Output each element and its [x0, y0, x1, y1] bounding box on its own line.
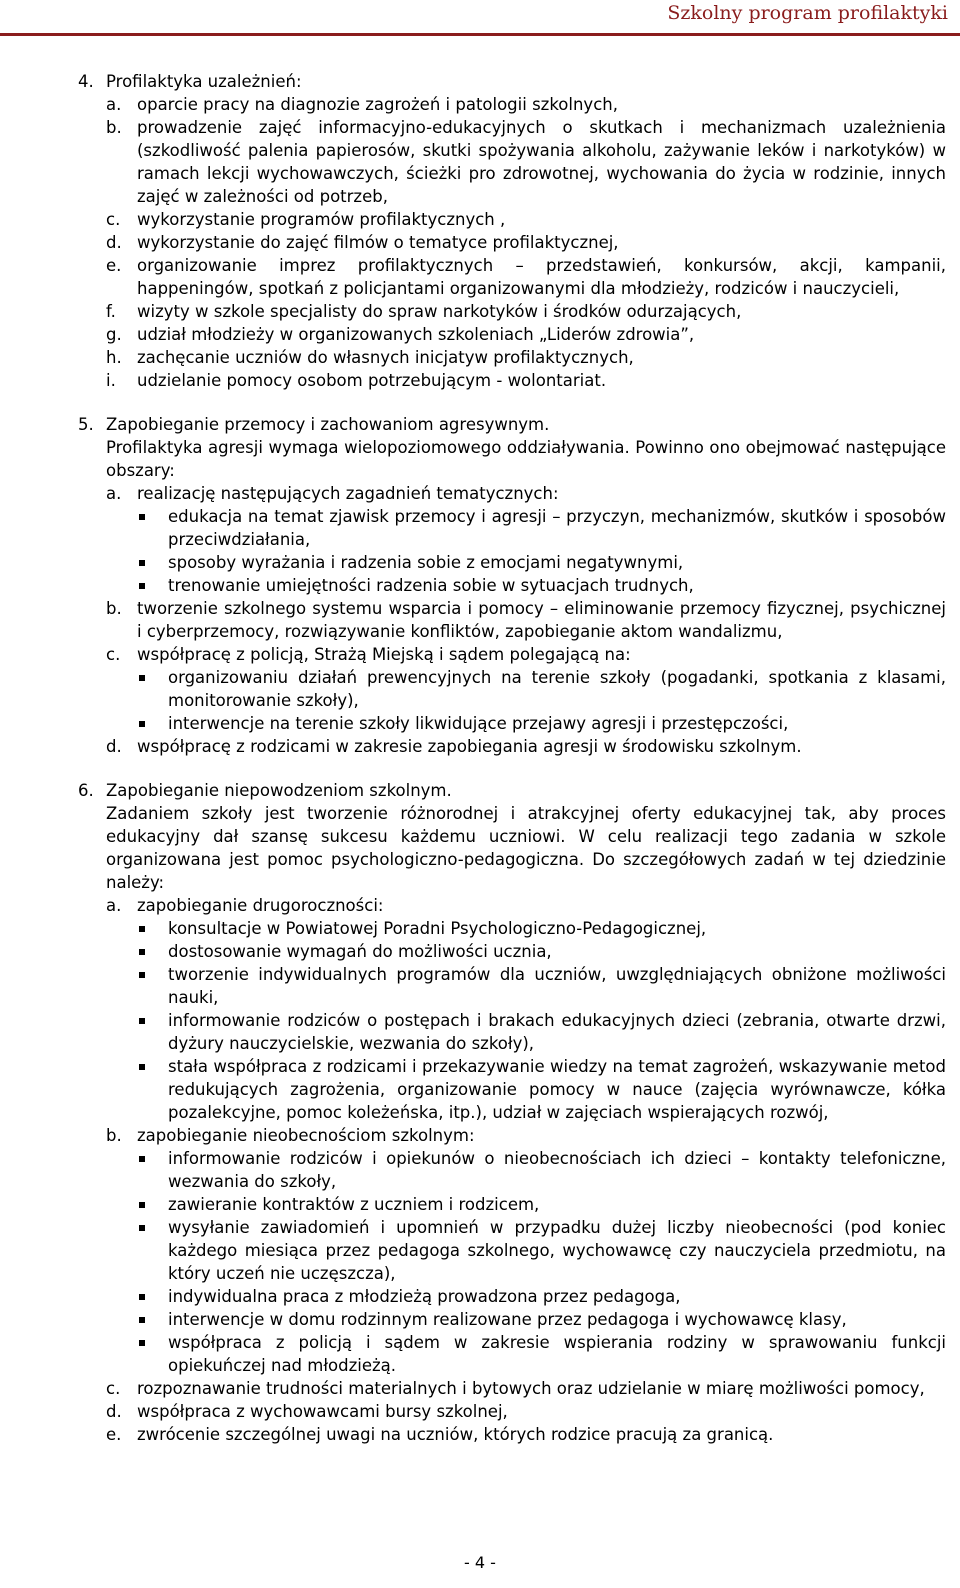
list-item-text: wizyty w szkole specjalisty do spraw narkotyków i środków odurzających,	[137, 302, 742, 321]
list-item-text: zapobieganie nieobecnościom szkolnym:	[137, 1126, 475, 1145]
list-item-text: zachęcanie uczniów do własnych inicjatyw profilaktycznych,	[137, 348, 634, 367]
list-item-letter: b.	[106, 1126, 122, 1145]
section-paragraph: Zadaniem szkoły jest tworzenie różnorodnej i atrakcyjnej oferty edukacyjnej tak, aby proces edukacyjny dał szansę sukcesu każdemu uczniowi. W celu realizacji tego zadania w szkole organizowana jest pomoc psychologiczno-pedagogiczna. Do szczegółowych zadań w tej dziedzinie należy:	[106, 804, 946, 892]
section-number: 4.	[78, 72, 94, 91]
list-item-letter: c.	[106, 210, 121, 229]
section-title: Zapobieganie przemocy i zachowaniom agresywnym.	[106, 415, 550, 434]
list-item	[106, 300, 946, 323]
list-item-letter: h.	[106, 348, 122, 367]
bullet-list	[137, 917, 946, 1124]
page-header	[0, 0, 960, 38]
list-item-text: udzielanie pomocy osobom potrzebującym - wolontariat.	[137, 371, 607, 390]
bullet-list	[137, 1147, 946, 1377]
section-paragraph: Profilaktyka agresji wymaga wielopoziomowego oddziaływania. Powinno ono obejmować następujące obszary:	[106, 438, 946, 480]
list-item-letter: e.	[106, 1425, 122, 1444]
list-item-text: wykorzystanie programów profilaktycznych ,	[137, 210, 506, 229]
bullet-item: interwencje w domu rodzinnym realizowane przez pedagoga i wychowawcę klasy,	[137, 1308, 946, 1331]
bullet-item: informowanie rodziców o postępach i brakach edukacyjnych dzieci (zebrania, otwarte drzwi, dyżury nauczycielskie, wezwania do szkoły),	[137, 1009, 946, 1055]
bullet-item: tworzenie indywidualnych programów dla uczniów, uwzględniających obniżone możliwości nauki,	[137, 963, 946, 1009]
section-number: 5.	[78, 415, 94, 434]
list-item-letter: b.	[106, 118, 122, 137]
bullet-item: edukacja na temat zjawisk przemocy i agresji – przyczyn, mechanizmów, skutków i sposobów przeciwdziałania,	[137, 505, 946, 551]
list-item-letter: c.	[106, 1379, 121, 1398]
bullet-item: informowanie rodziców i opiekunów o nieobecnościach ich dzieci – kontakty telefoniczne, wezwania do szkoły,	[137, 1147, 946, 1193]
list-item-text: współpracę z policją, Strażą Miejską i sądem polegającą na:	[137, 645, 631, 664]
list-item-text: współpraca z wychowawcami bursy szkolnej,	[137, 1402, 508, 1421]
list-item-text: oparcie pracy na diagnozie zagrożeń i patologii szkolnych,	[137, 95, 618, 114]
bullet-item: wysyłanie zawiadomień i upomnień w przypadku dużej liczby nieobecności (pod koniec każdego miesiąca przez pedagoga szkolnego, wychowawcę czy nauczyciela przedmiotu, na który uczeń nie uczęszcza),	[137, 1216, 946, 1285]
header-rule	[0, 33, 960, 36]
list-item	[106, 482, 946, 597]
bullet-item: interwencje na terenie szkoły likwidujące przejawy agresji i przestępczości,	[137, 712, 946, 735]
section-heading	[78, 70, 946, 93]
lettered-list	[78, 93, 946, 392]
list-item-text: współpracę z rodzicami w zakresie zapobiegania agresji w środowisku szkolnym.	[137, 737, 802, 756]
list-item	[106, 323, 946, 346]
bullet-item: trenowanie umiejętności radzenia sobie w sytuacjach trudnych,	[137, 574, 946, 597]
section-number: 6.	[78, 781, 94, 800]
page-number: - 4 -	[464, 1553, 496, 1572]
document-body	[78, 70, 946, 1446]
list-item	[106, 597, 946, 643]
list-item-text: rozpoznawanie trudności materialnych i bytowych oraz udzielanie w miarę możliwości pomocy,	[137, 1379, 925, 1398]
list-item-letter: e.	[106, 256, 122, 275]
list-item-letter: d.	[106, 1402, 122, 1421]
lettered-list	[78, 482, 946, 758]
bullet-item: dostosowanie wymagań do możliwości ucznia,	[137, 940, 946, 963]
section-heading	[78, 779, 946, 802]
list-item-text: tworzenie szkolnego systemu wsparcia i pomocy – eliminowanie przemocy fizycznej, psychicznej i cyberprzemocy, rozwiązywanie konfliktów, zapobieganie aktom wandalizmu,	[137, 599, 946, 641]
list-item	[106, 1400, 946, 1423]
list-item-letter: f.	[106, 302, 116, 321]
list-item	[106, 93, 946, 116]
list-item	[106, 254, 946, 300]
bullet-item: konsultacje w Powiatowej Poradni Psychologiczno-Pedagogicznej,	[137, 917, 946, 940]
lettered-list	[78, 894, 946, 1446]
list-item-letter: d.	[106, 737, 122, 756]
list-item	[106, 231, 946, 254]
list-item-text: zwrócenie szczególnej uwagi na uczniów, których rodzice pracują za granicą.	[137, 1425, 774, 1444]
list-item	[106, 369, 946, 392]
bullet-item: współpraca z policją i sądem w zakresie wspierania rodziny w sprawowaniu funkcji opiekuńczej nad młodzieżą.	[137, 1331, 946, 1377]
list-item-letter: d.	[106, 233, 122, 252]
list-item-letter: a.	[106, 95, 122, 114]
list-item	[106, 346, 946, 369]
bullet-item: indywidualna praca z młodzieżą prowadzona przez pedagoga,	[137, 1285, 946, 1308]
bullet-item: sposoby wyrażania i radzenia sobie z emocjami negatywnymi,	[137, 551, 946, 574]
list-item	[106, 643, 946, 735]
list-item	[106, 1423, 946, 1446]
section	[78, 413, 946, 758]
list-item-text: realizację następujących zagadnień tematycznych:	[137, 484, 559, 503]
list-item	[106, 1377, 946, 1400]
list-item-text: wykorzystanie do zajęć filmów o tematyce profilaktycznej,	[137, 233, 619, 252]
list-item-letter: a.	[106, 484, 122, 503]
list-item	[106, 894, 946, 1124]
list-item-letter: i.	[106, 371, 116, 390]
bullet-item: stała współpraca z rodzicami i przekazywanie wiedzy na temat zagrożeń, wskazywanie metod redukujących zagrożenia, organizowanie pomocy w nauce (zajęcia wyrównawcze, kółka pozalekcyjne, pomoc koleżeńska, itp.), udział w zajęciach wspierających rozwój,	[137, 1055, 946, 1124]
list-item	[106, 116, 946, 208]
bullet-item: zawieranie kontraktów z uczniem i rodzicem,	[137, 1193, 946, 1216]
list-item-letter: b.	[106, 599, 122, 618]
list-item-text: prowadzenie zajęć informacyjno-edukacyjnych o skutkach i mechanizmach uzależnienia (szkodliwość palenia papierosów, skutki spożywania alkoholu, zażywanie leków i narkotyków) w ramach lekcji wychowawczych, ścieżki pro zdrowotnej, wychowania do życia w rodzinie, innych zajęć w zależności od potrzeb,	[137, 118, 946, 206]
bullet-list	[137, 666, 946, 735]
list-item-letter: a.	[106, 896, 122, 915]
list-item-text: organizowanie imprez profilaktycznych – przedstawień, konkursów, akcji, kampanii, happeningów, spotkań z policjantami organizowanymi dla młodzieży, rodziców i nauczycieli,	[137, 256, 946, 298]
list-item	[106, 735, 946, 758]
list-item-text: zapobieganie drugoroczności:	[137, 896, 384, 915]
list-item-letter: g.	[106, 325, 122, 344]
section	[78, 779, 946, 1446]
list-item	[106, 208, 946, 231]
section-title: Zapobieganie niepowodzeniom szkolnym.	[106, 781, 452, 800]
bullet-list	[137, 505, 946, 597]
list-item	[106, 1124, 946, 1377]
list-item-text: udział młodzieży w organizowanych szkoleniach „Liderów zdrowia”,	[137, 325, 695, 344]
section-title: Profilaktyka uzależnień:	[106, 72, 302, 91]
section-heading	[78, 413, 946, 436]
section	[78, 70, 946, 392]
header-title: Szkolny program profilaktyki	[667, 2, 948, 24]
bullet-item: organizowaniu działań prewencyjnych na terenie szkoły (pogadanki, spotkania z klasami, monitorowanie szkoły),	[137, 666, 946, 712]
list-item-letter: c.	[106, 645, 121, 664]
